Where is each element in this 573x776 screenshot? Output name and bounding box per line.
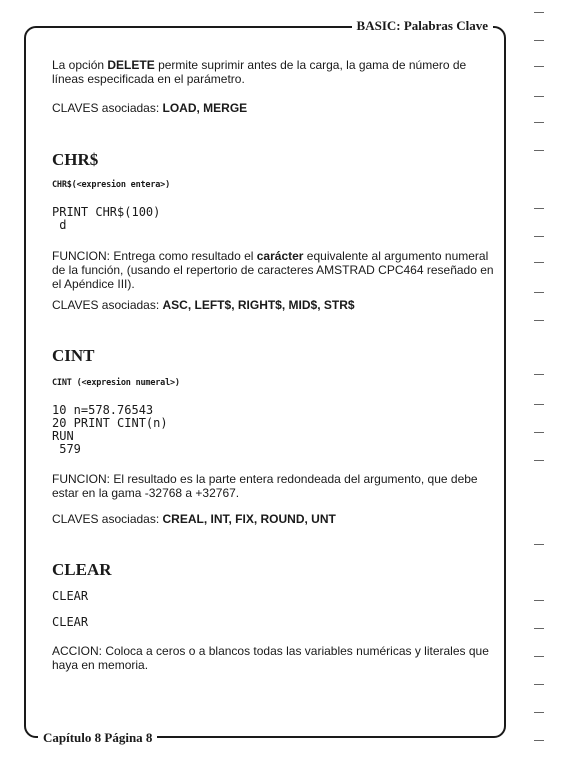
page-header: BASIC: Palabras Clave bbox=[352, 18, 493, 34]
syntax-clear: CLEAR bbox=[52, 589, 89, 603]
related-keys: CREAL, INT, FIX, ROUND, UNT bbox=[162, 512, 336, 526]
related-label: CLAVES asociadas: bbox=[52, 101, 163, 115]
related-keys-chr bbox=[52, 298, 355, 312]
tick-mark bbox=[534, 712, 544, 713]
description-chr-end: equivalente al argumento numeral de la función, (usando el repertorio de caracteres AMSTRAD CPC464 reseñado en el Apéndice III). bbox=[52, 249, 494, 291]
tick-mark bbox=[534, 320, 544, 321]
tick-mark bbox=[534, 150, 544, 151]
tick-mark bbox=[534, 96, 544, 97]
description-chr bbox=[52, 249, 500, 291]
related-keys-cint bbox=[52, 512, 336, 526]
description-chr-start: FUNCION: Entrega como resultado el bbox=[52, 249, 257, 263]
related-keys: LOAD, MERGE bbox=[162, 101, 248, 115]
code-cint: 10 n=578.76543 20 PRINT CINT(n) RUN 579 bbox=[52, 403, 168, 456]
delete-keyword: DELETE bbox=[107, 58, 155, 72]
description-clear: ACCION: Coloca a ceros o a blancos todas las variables numéricas y literales que haya en memoria. bbox=[52, 644, 489, 672]
syntax-chr: CHR$(<expresion entera>) bbox=[52, 180, 171, 190]
code-clear: CLEAR bbox=[52, 615, 89, 629]
tick-mark bbox=[534, 66, 544, 67]
tick-mark bbox=[534, 628, 544, 629]
delete-text-start: La opción bbox=[52, 58, 108, 72]
tick-mark bbox=[534, 600, 544, 601]
tick-mark bbox=[534, 236, 544, 237]
margin-tick-marks bbox=[534, 0, 554, 776]
tick-mark bbox=[534, 374, 544, 375]
tick-mark bbox=[534, 684, 544, 685]
tick-mark bbox=[534, 656, 544, 657]
code-chr: PRINT CHR$(100) d bbox=[52, 205, 161, 232]
tick-mark bbox=[534, 40, 544, 41]
delete-paragraph bbox=[52, 58, 500, 86]
delete-text-end: permite suprimir antes de la carga, la gama de número de líneas especificada en el parámetro. bbox=[52, 58, 467, 86]
tick-mark bbox=[534, 122, 544, 123]
tick-mark bbox=[534, 404, 544, 405]
page-footer: Capítulo 8 Página 8 bbox=[38, 730, 157, 746]
section-title-cint: CINT bbox=[52, 346, 95, 365]
tick-mark bbox=[534, 432, 544, 433]
tick-mark bbox=[534, 208, 544, 209]
syntax-cint: CINT (<expresion numeral>) bbox=[52, 378, 180, 388]
tick-mark bbox=[534, 292, 544, 293]
section-title-clear: CLEAR bbox=[52, 560, 112, 579]
description-cint: FUNCION: El resultado es la parte entera redondeada del argumento, que debe estar en la gama -32768 a +32767. bbox=[52, 472, 478, 500]
tick-mark bbox=[534, 544, 544, 545]
intro-related-keys bbox=[52, 101, 247, 115]
tick-mark bbox=[534, 740, 544, 741]
tick-mark bbox=[534, 460, 544, 461]
tick-mark bbox=[534, 262, 544, 263]
tick-mark bbox=[534, 12, 544, 13]
description-chr-keyword: carácter bbox=[256, 249, 304, 263]
related-label: CLAVES asociadas: bbox=[52, 298, 163, 312]
related-label: CLAVES asociadas: bbox=[52, 512, 163, 526]
related-keys: ASC, LEFT$, RIGHT$, MID$, STR$ bbox=[162, 298, 355, 312]
section-title-chr: CHR$ bbox=[52, 150, 99, 169]
